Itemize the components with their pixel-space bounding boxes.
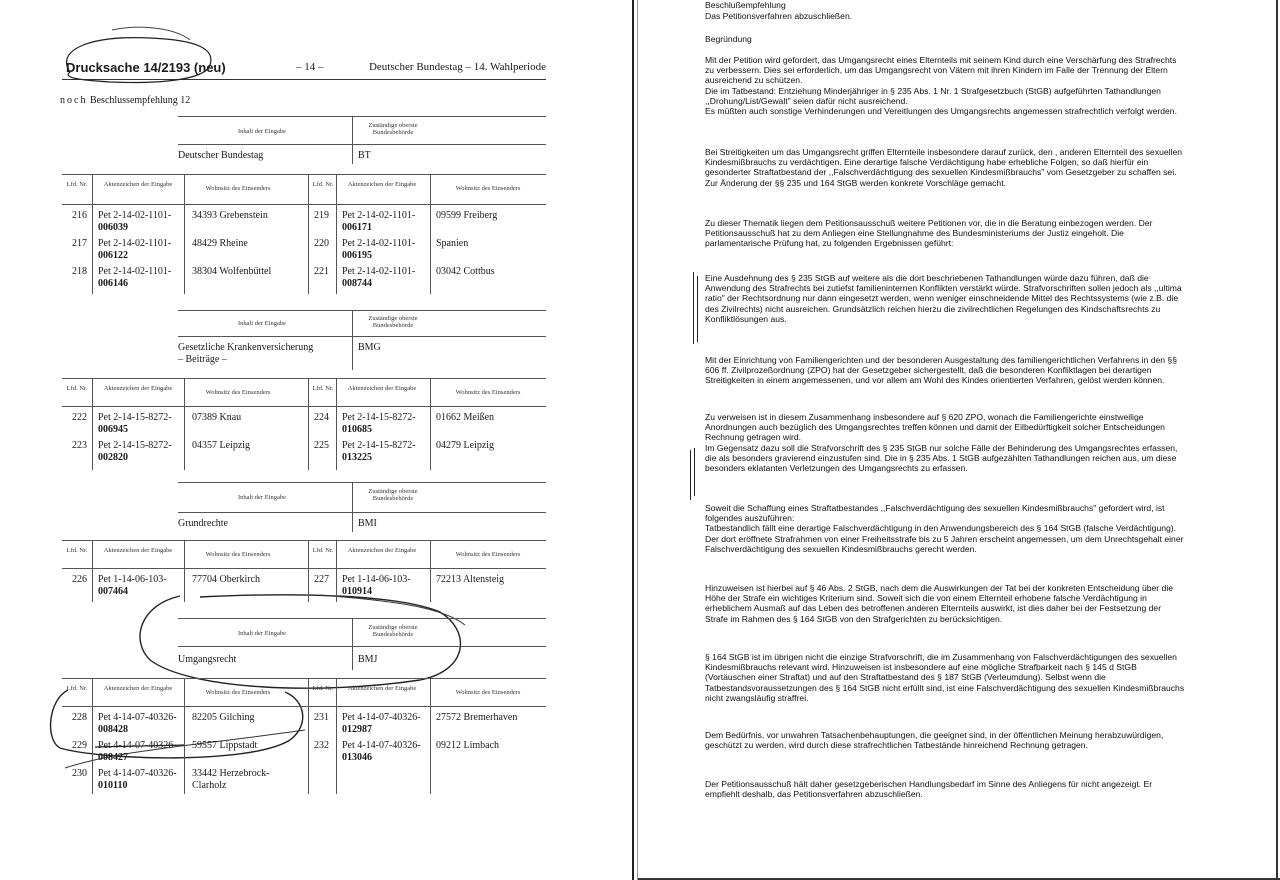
rule-line xyxy=(62,706,546,707)
paragraph xyxy=(705,147,1185,188)
table-cell: Wohnsitz des Einsenders xyxy=(455,551,521,558)
table-cell: 220 xyxy=(314,238,329,249)
table-cell: Lfd. Nr. xyxy=(66,547,88,554)
table-cell: Bei Streitigkeiten um das Umgangsrecht griffen Elternteile insbesondere darauf zurück, den , anderen Elternteil des sexuellen Kindesmißbrauchs zu verdächtigen. Eine derartige falsche Verdächtigung habe erhebliche Folgen, so daß hierfür ein gesonderter Straftatbestand der ,,Falschverdächtigung des sexuellen Kindesmißbrauchs" vom Gesetzgeber zu schaffen sei. Zur Änderung der §§ 235 und 164 StGB werden konkrete Vorschläge gemacht. xyxy=(705,147,1183,188)
table-cell: 38304 Wolfenbüttel xyxy=(192,266,272,277)
section-authority: BMJ xyxy=(358,654,378,665)
table-cell: Inhalt der Eingabe xyxy=(237,128,286,135)
rule-line xyxy=(178,116,546,117)
table-cell: Wohnsitz des Einsenders xyxy=(455,689,521,696)
rule-line xyxy=(184,678,185,794)
rule-line xyxy=(92,540,93,602)
rule-line xyxy=(62,204,546,205)
table-cell: Aktenzeichen der Eingabe xyxy=(347,547,417,554)
table-cell: Beschlussempfehlung 12 xyxy=(89,95,191,106)
table-cell: 27572 Bremerhaven xyxy=(436,712,518,723)
table-cell: Lfd. Nr. xyxy=(66,181,88,188)
table-cell: Zuständige oberste Bundesbehörde xyxy=(368,488,418,502)
table-cell: 221 xyxy=(314,266,329,277)
table-cell: 006146 xyxy=(98,278,128,289)
table-cell: Lfd. Nr. xyxy=(66,685,88,692)
page-header xyxy=(60,60,546,78)
table-cell: Aktenzeichen der Eingabe xyxy=(103,385,173,392)
table-cell: 006039 xyxy=(98,222,128,233)
table-cell: 006171 xyxy=(342,222,372,233)
table-cell: 010110 xyxy=(98,780,128,791)
rule-line xyxy=(92,378,93,470)
recommendation-text: Das Petitionsverfahren abzuschließen. xyxy=(705,11,853,21)
paragraph xyxy=(705,218,1185,249)
table-cell: 008428 xyxy=(98,724,128,735)
table-cell: Pet 2-14-15-8272- xyxy=(342,412,416,423)
table-cell: Inhalt der Eingabe xyxy=(237,630,286,637)
table-cell: Wohnsitz des Einsenders xyxy=(205,389,271,396)
table-cell: Pet 2-14-02-1101- xyxy=(98,238,172,249)
table-cell: Aktenzeichen der Eingabe xyxy=(103,181,173,188)
table-cell: Pet 4-14-07-40326- xyxy=(98,712,177,723)
section-topic: Grundrechte xyxy=(178,518,228,529)
paragraph xyxy=(705,503,1185,554)
table-cell: Zuständige oberste Bundesbehörde xyxy=(368,315,418,329)
table-cell: 010685 xyxy=(342,424,372,435)
table-cell: 232 xyxy=(314,740,329,751)
table-cell: 07389 Knau xyxy=(192,412,242,423)
table-cell: 226 xyxy=(72,574,87,585)
table-cell: Wohnsitz des Einsenders xyxy=(455,185,521,192)
table-cell: 82205 Gilching xyxy=(192,712,255,723)
table-cell: Wohnsitz des Einsenders xyxy=(455,389,521,396)
table-cell: Lfd. Nr. xyxy=(312,547,334,554)
table-cell: Wohnsitz des Einsenders xyxy=(205,689,271,696)
rule-line xyxy=(178,618,546,619)
table-cell: Zu dieser Thematik liegen dem Petitionsausschuß weitere Petitionen vor, die in die Beratung einbezogen werden. Der Petitionsausschuß hat zu dem Anliegen eine Stellungnahme des Bundesministeriums der Justiz eingeholt. Die parlamentarische Prüfung hat, zu folgenden Ergebnissen geführt: xyxy=(705,218,1153,249)
rule-line xyxy=(92,174,93,294)
table-cell: 59557 Lippstadt xyxy=(192,740,258,751)
table-cell: 04357 Leipzig xyxy=(192,440,251,451)
table-cell: Pet 2-14-15-8272- xyxy=(98,440,172,451)
table-cell: 01662 Meißen xyxy=(436,412,495,423)
rule-line xyxy=(62,678,546,679)
table-cell: Pet 2-14-02-1101- xyxy=(342,210,416,221)
table-cell: 223 xyxy=(72,440,87,451)
table-cell: 04279 Leipzig xyxy=(436,440,495,451)
table-cell: 218 xyxy=(72,266,87,277)
table-cell: Inhalt der Eingabe xyxy=(237,494,286,501)
table-cell: 006122 xyxy=(98,250,128,261)
table-cell: 09212 Limbach xyxy=(436,740,500,751)
continuation-label xyxy=(60,95,190,106)
petition-table-section-3 xyxy=(62,482,546,602)
rule-line xyxy=(308,678,309,794)
rule-line xyxy=(336,678,337,794)
table-cell: Soweit die Schaffung eines Straftatbestandes ,,Falschverdächtigung des sexuellen Kindesmißbrauchs" gefordert wird, ist folgendes auszuführen: Tatbestandlich fällt eine derartige Falschverdächtigung in den Anwendungsbereich des § 164 StGB (falsche Verdächtigung). Der dort eröffnete Strafrahmen von einer Freiheitsstrafe bis zu 5 Jahren erscheint angemessen, um dem Unrechtsgehalt einer Falschverdächtigung des sexuellen Kindesmißbrauchs gerecht werden. xyxy=(705,503,1184,554)
parliament-label: Deutscher Bundestag – 14. Wahlperiode xyxy=(368,61,546,73)
table-cell: Aktenzeichen der Eingabe xyxy=(347,685,417,692)
rule-line xyxy=(62,378,546,379)
table-cell: Aktenzeichen der Eingabe xyxy=(347,385,417,392)
rule-line xyxy=(352,116,353,164)
table-cell: Zuständige oberste Bundesbehörde xyxy=(368,624,418,638)
rule-line xyxy=(336,378,337,470)
table-cell: Pet 2-14-02-1101- xyxy=(342,238,416,249)
rule-line xyxy=(62,568,546,569)
table-cell: Pet 4-14-07-40326- xyxy=(342,740,421,751)
margin-mark xyxy=(694,448,695,496)
margin-mark xyxy=(697,276,698,342)
table-cell: Hinzuweisen ist hierbei auf § 46 Abs. 2 StGB, nach dem die Auswirkungen der Tat bei der konkreten Entscheidung über die Höhe der Strafe ein wichtiges Kriterium sind. Soweit sich die von einem Elternteil erhobene falsche Verdächtigung in erheblichem Ausmaß auf das Leben des betroffenen anderen Elternteils auswirkt, ist dies daher bei der Festsetzung der Strafe im Rahmen des § 164 StGB von den Strafgerichten zu berücksichtigen. xyxy=(705,583,1174,624)
rule-line xyxy=(352,482,353,532)
section-topic: Gesetzliche Krankenversicherung xyxy=(178,342,314,353)
section-authority: BT xyxy=(358,150,371,161)
table-cell: 010914 xyxy=(342,586,372,597)
left-document-page xyxy=(0,0,632,880)
table-cell: § 164 StGB ist im übrigen nicht die einzige Strafvorschrift, die im Zusammenhang von Falschverdächtigungen des sexuellen Kindesmißbrauchs relevant wird. Hinzuweisen ist insbesondere auf eine mögliche Strafbarkeit nach § 145 d StGB (Vortäuschen einer Straftat) und auf den Straftatbestand des § 187 StGB (Verleumdung). Selbst wenn die Tatbestandsvoraussetzungen des § 164 StGB nicht erfüllt sind, ist eine Falschverdächtigung des sexuellen Kindesmißbrauchs nicht zwangsläufig straffrei. xyxy=(705,652,1185,703)
rule-line xyxy=(178,482,546,483)
paragraph xyxy=(705,355,1185,386)
table-cell: 222 xyxy=(72,412,87,423)
table-cell: 225 xyxy=(314,440,329,451)
rule-line xyxy=(430,678,431,794)
section-authority: BMG xyxy=(358,342,381,353)
rule-line xyxy=(352,310,353,370)
table-cell: Wohnsitz des Einsenders xyxy=(205,551,271,558)
rule-line xyxy=(430,540,431,602)
recommendation-heading: Beschlußempfehlung xyxy=(705,0,786,10)
section-topic: Umgangsrecht xyxy=(178,654,237,665)
table-cell: 33442 Herzebrock- xyxy=(192,768,270,779)
table-cell: 008427 xyxy=(98,752,128,763)
table-cell: 002820 xyxy=(98,452,128,463)
table-cell: Zuständige oberste Bundesbehörde xyxy=(368,122,418,136)
margin-mark xyxy=(690,450,691,500)
rule-line xyxy=(336,540,337,602)
table-cell: Inhalt der Eingabe xyxy=(237,320,286,327)
rule-line xyxy=(62,174,546,175)
table-cell: 216 xyxy=(72,210,87,221)
table-cell: Der Petitionsausschuß hält daher gesetzgeberischen Handlungsbedarf im Sinne des Anliegens für nicht angezeigt. Er empfiehlt deshalb, das Petitionsverfahren abzuschließen. xyxy=(705,779,1153,800)
table-cell: Mit der Petition wird gefordert, das Umgangsrecht eines Elternteils mit seinem Kind durch eine Verschärfung des Strafrechts zu verbessern. Dies sei erforderlich, um das Umgangsrecht von Vätern mit ihren Kindern im Falle der Trennung der Eltern ausreichend zu schützen. Die im Tatbestand: Entziehung Minderjähriger in § 235 Abs. 1 Nr. 1 Strafgesetzbuch (StGB) aufgeführten Tathandlungen ,,Drohung/List/Gewalt" seien dafür nicht ausreichend. Es müßten auch sonstige Verhinderungen und Vereitlungen des Umgangsrechts angemessen strafrechtlich verfolgt werden. xyxy=(705,55,1177,117)
table-cell: noch xyxy=(60,95,88,106)
table-cell: Pet 2-14-02-1101- xyxy=(98,210,172,221)
table-cell: 013225 xyxy=(342,452,372,463)
rule-line xyxy=(184,174,185,294)
rule-line xyxy=(308,540,309,602)
section-authority: BMI xyxy=(358,518,377,529)
table-cell: Zu verweisen ist in diesem Zusammenhang insbesondere auf § 620 ZPO, wonach die Familiengerichte einstweilige Anordnungen auch bezüglich des Umgangsrechtes treffen können und damit der Eilbedürftigkeit solcher Entscheidungen Rechnung getragen wird. Im Gegensatz dazu soll die Strafvorschrift des § 235 StGB nur solche Fälle der Behinderung des Umgangsrechtes erfassen, die als besonders gravierend einzustufen sind. Die in § 235 Abs. 1 StGB aufgezählten Tathandlungen reichen aus, um diese besonders eklatanten Verletzungen des Umgangsrechts zu erfassen. xyxy=(705,412,1178,474)
rule-line xyxy=(178,310,546,311)
header-rule xyxy=(62,79,546,80)
rule-line xyxy=(1276,0,1278,880)
table-cell: 229 xyxy=(72,740,87,751)
rule-line xyxy=(178,144,546,145)
table-cell: Mit der Einrichtung von Familiengerichten und der besonderen Ausgestaltung des familiengerichtlichen Verfahrens in den §§ 606 ff. Zivilprozeßordnung (ZPO) hat der Gesetzgeber sichergestellt, daß die besonderen Konfliktlagen bei derartigen Streitigkeiten in einem angemessenen, und vor allem am Wohl des Kindes orientierten Verfahren, gelöst werden können. xyxy=(705,355,1177,386)
rule-line xyxy=(184,378,185,470)
rule-line xyxy=(184,540,185,602)
rule-line xyxy=(308,174,309,294)
document-title: Drucksache 14/2193 (neu) xyxy=(66,60,226,75)
section-topic: Deutscher Bundestag xyxy=(178,150,264,161)
rule-line xyxy=(308,378,309,470)
table-cell: Eine Ausdehnung des § 235 StGB auf weitere als die dort beschriebenen Tathandlungen würde dazu führen, daß die Anwendung des Strafrechts bei zutiefst familieninternen Konflikten verstärkt würde. Strafvorschriften sollen jedoch als ,,ultima ratio" der Rechtsordnung nur dann eingesetzt werden, wenn weniger einschneidende Mittel des Rechtssystems (wie z.B. die des Zivilrechts) nicht ausreichen. Grundsätzlich reichen hierzu die zivilrechtlichen Regelungen des Kindschaftsrechts zu Konfliktlösungen aus. xyxy=(705,273,1182,324)
table-cell: Pet 2-14-02-1101- xyxy=(342,266,416,277)
table-cell: Aktenzeichen der Eingabe xyxy=(347,181,417,188)
table-cell: 230 xyxy=(72,768,87,779)
table-cell: 012987 xyxy=(342,724,372,735)
table-cell: Pet 1-14-06-103- xyxy=(98,574,167,585)
table-cell: Dem Bedürfnis, vor unwahren Tatsachenbehauptungen, die geeignet sind, in der öffentlichen Meinung herabzuwürdigen, geschützt zu werden, wird durch diese strafrechtlichen Tatbestände hinreichend Rechnung getragen. xyxy=(705,730,1164,751)
table-cell: 013046 xyxy=(342,752,372,763)
table-cell: 228 xyxy=(72,712,87,723)
begruendung-heading: Begründung xyxy=(705,34,752,44)
rule-line xyxy=(92,678,93,794)
petition-table-section-1 xyxy=(62,116,546,294)
table-cell: 34393 Grebenstein xyxy=(192,210,268,221)
rule-line xyxy=(336,174,337,294)
rule-line xyxy=(352,618,353,670)
table-cell: 48429 Rheine xyxy=(192,238,248,249)
table-cell: Clarholz xyxy=(192,780,227,791)
table-cell: Pet 2-14-02-1101- xyxy=(98,266,172,277)
paragraph xyxy=(705,273,1185,324)
rule-line xyxy=(62,540,546,541)
paragraph xyxy=(705,583,1185,624)
table-cell: Pet 4-14-07-40326- xyxy=(342,712,421,723)
section-topic-sub: – Beiträge – xyxy=(178,354,227,365)
rule-line xyxy=(178,336,546,337)
table-cell: Pet 4-14-07-40326- xyxy=(98,740,177,751)
table-cell: Lfd. Nr. xyxy=(312,385,334,392)
table-cell: 008744 xyxy=(342,278,372,289)
paragraph xyxy=(705,779,1185,799)
rule-line xyxy=(62,406,546,407)
paragraph xyxy=(705,55,1185,116)
petition-table-section-4 xyxy=(62,618,546,822)
table-cell: Pet 2-14-15-8272- xyxy=(342,440,416,451)
paragraph xyxy=(705,730,1185,750)
table-cell: Pet 1-14-06-103- xyxy=(342,574,411,585)
table-cell: 72213 Altensteig xyxy=(436,574,505,585)
table-cell: Lfd. Nr. xyxy=(312,181,334,188)
table-cell: Lfd. Nr. xyxy=(312,685,334,692)
table-cell: 224 xyxy=(314,412,329,423)
margin-mark xyxy=(693,272,694,344)
table-cell: 09599 Freiberg xyxy=(436,210,498,221)
table-cell: Wohnsitz des Einsenders xyxy=(205,185,271,192)
table-cell: Aktenzeichen der Eingabe xyxy=(103,547,173,554)
rule-line xyxy=(178,512,546,513)
table-cell: Lfd. Nr. xyxy=(66,385,88,392)
table-cell: 217 xyxy=(72,238,87,249)
paragraph xyxy=(705,412,1185,473)
table-cell: 77704 Oberkirch xyxy=(192,574,261,585)
rule-line xyxy=(178,646,546,647)
page-number: – 14 – xyxy=(296,61,324,73)
rule-line xyxy=(430,174,431,294)
table-cell: Pet 4-14-07-40326- xyxy=(98,768,177,779)
table-cell: 03042 Cottbus xyxy=(436,266,495,277)
paragraph xyxy=(705,652,1185,703)
petition-table-section-2 xyxy=(62,310,546,470)
table-cell: 006195 xyxy=(342,250,372,261)
table-cell: 006945 xyxy=(98,424,128,435)
table-cell: Pet 2-14-15-8272- xyxy=(98,412,172,423)
rule-line xyxy=(430,378,431,470)
table-cell: Aktenzeichen der Eingabe xyxy=(103,685,173,692)
table-cell: Spanien xyxy=(436,238,469,249)
table-cell: 227 xyxy=(314,574,329,585)
table-cell: 219 xyxy=(314,210,329,221)
table-cell: 007464 xyxy=(98,586,128,597)
table-cell: 231 xyxy=(314,712,329,723)
